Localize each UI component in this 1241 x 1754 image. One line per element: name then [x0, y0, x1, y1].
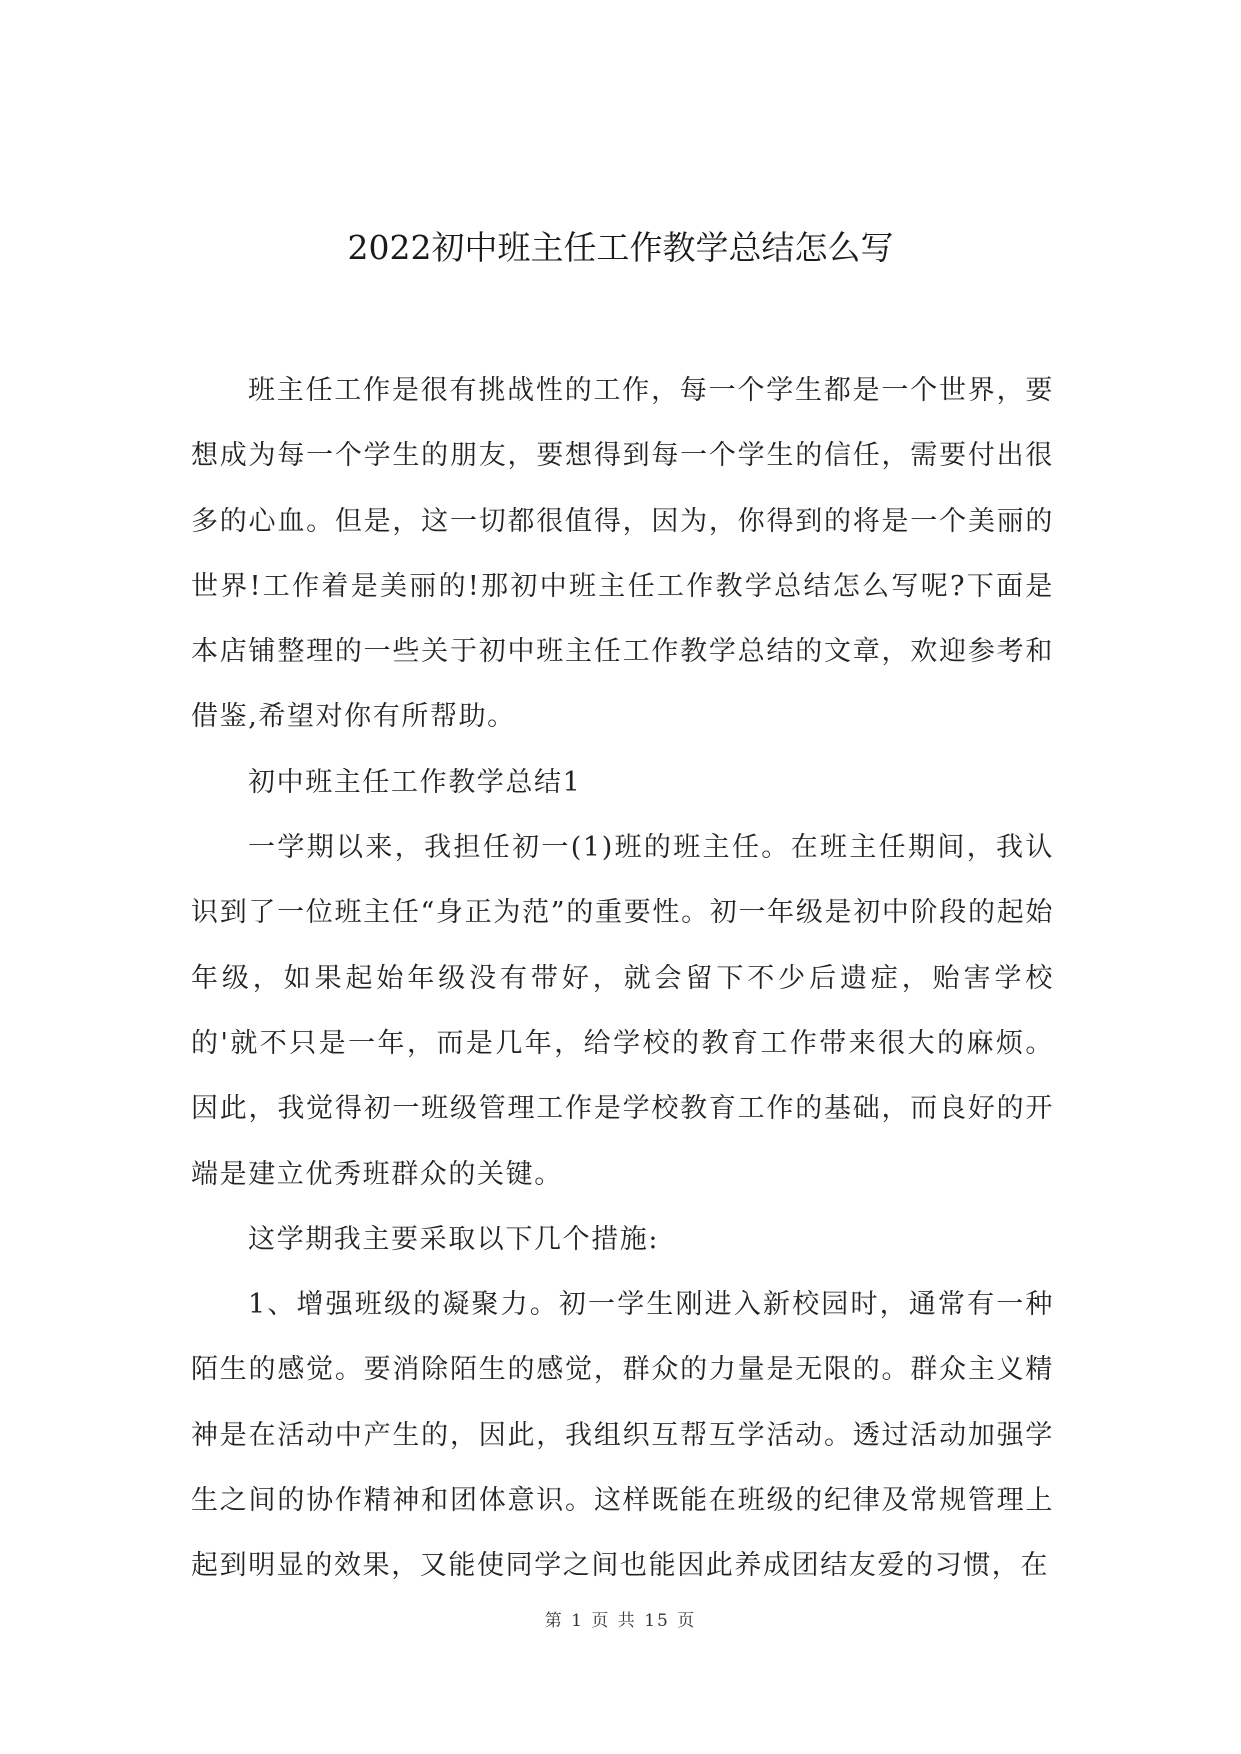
document-title: 2022初中班主任工作教学总结怎么写: [347, 228, 894, 267]
footer-suffix: 页: [677, 1611, 697, 1631]
section-heading: 初中班主任工作教学总结1: [248, 766, 582, 798]
paragraph-intro: 班主任工作是很有挑战性的工作，每一个学生都是一个世界，要想成为每一个学生的朋友，要想得到每一个学生的信任，需要付出很多的心血。但是，这一切都很值得，因为，你得到的将是一个美丽的世界!工作着是美丽的!那初中班主任工作教学总结怎么写呢?下面是本店铺整理的一些关于初中班主任工作教学总结的文章，欢迎参考和借鉴,希望对你有所帮助。: [191, 375, 1054, 733]
document-body: [191, 358, 1054, 1599]
footer-middle: 页 共: [591, 1611, 637, 1631]
page-footer: [0, 1609, 1241, 1633]
paragraph-measure-1: 1、增强班级的凝聚力。初一学生刚进入新校园时，通常有一种陌生的感觉。要消除陌生的感觉，群众的力量是无限的。群众主义精神是在活动中产生的，因此，我组织互帮互学活动。透过活动加强学生之间的协作精神和团体意识。这样既能在班级的纪律及常规管理上起到明显的效果，又能使同学之间也能因此养成团结友爱的习惯，在: [191, 1289, 1054, 1582]
footer-prefix: 第: [544, 1611, 564, 1631]
footer-total-pages: 15: [644, 1611, 670, 1631]
footer-current-page: 1: [571, 1611, 584, 1631]
paragraph-measures-intro: 这学期我主要采取以下几个措施:: [248, 1223, 660, 1255]
paragraph-body: 一学期以来，我担任初一(1)班的班主任。在班主任期间，我认识到了一位班主任“身正为范”的重要性。初一年级是初中阶段的起始年级，如果起始年级没有带好，就会留下不少后遗症，贻害学校的'就不只是一年，而是几年，给学校的教育工作带来很大的麻烦。因此，我觉得初一班级管理工作是学校教育工作的基础，而良好的开端是建立优秀班群众的关键。: [191, 832, 1054, 1190]
